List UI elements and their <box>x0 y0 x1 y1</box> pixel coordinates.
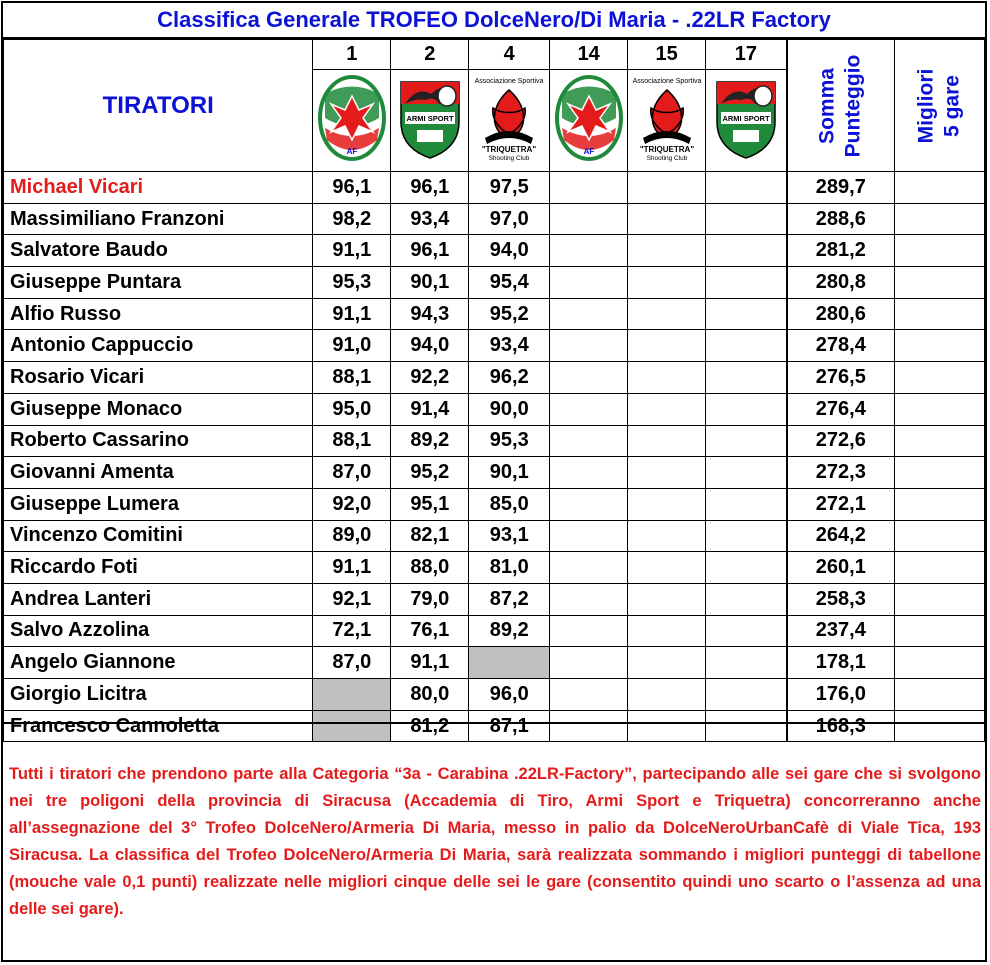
score-cell <box>706 647 787 679</box>
rules-note: Tutti i tiratori che prendono parte alla Categoria “3a - Carabina .22LR-Factory”, partecipando alle sei gare che si svolgono nei tre poligoni della provincia di Siracusa (Accademia di Tiro, Armi Sport e Triquetra) concorreranno anche all’assegnazione del 3° Trofeo DolceNero/Armeria Di Maria, messo in palio da DolceNeroUrbanCafè di Viale Tica, 193 Siracusa. La classifica del Trofeo DolceNero/Armeria Di Maria, sarà realizzata sommando i migliori punteggi di tabellone (mouche vale 0,1 punti) realizzate nelle migliori cinque delle sei le gare (consentito quindi uno scarto o l’assenza ad una delle sei gare). <box>3 722 985 960</box>
table-row <box>4 520 985 552</box>
score-cell <box>550 679 628 711</box>
score-cell <box>550 457 628 489</box>
score-cell: 89,2 <box>391 425 469 457</box>
migliori-cell <box>895 362 985 394</box>
somma-cell: 278,4 <box>787 330 895 362</box>
score-cell <box>550 552 628 584</box>
table-row <box>4 172 985 204</box>
score-cell: 88,1 <box>313 362 391 394</box>
migliori-cell <box>895 203 985 235</box>
migliori-label: Migliori 5 gare <box>914 68 964 143</box>
shooter-name: Salvo Azzolina <box>4 615 313 647</box>
migliori-cell <box>895 172 985 204</box>
standings-body <box>4 172 985 742</box>
logo-cell <box>706 70 787 172</box>
somma-cell: 288,6 <box>787 203 895 235</box>
score-cell <box>628 679 706 711</box>
triquetra-icon <box>629 74 705 162</box>
maltese-cross-shield-icon <box>317 74 387 162</box>
table-row <box>4 583 985 615</box>
svg-text:AF: AF <box>583 147 595 156</box>
score-cell: 72,1 <box>313 615 391 647</box>
somma-cell: 289,7 <box>787 172 895 204</box>
score-cell <box>550 172 628 204</box>
somma-cell: 264,2 <box>787 520 895 552</box>
maltese-cross-shield-icon <box>554 74 624 162</box>
standings-table <box>3 39 985 742</box>
score-cell <box>469 647 550 679</box>
score-cell: 96,0 <box>469 679 550 711</box>
score-cell: 91,1 <box>313 552 391 584</box>
gara-number: 1 <box>313 40 391 70</box>
score-cell <box>706 488 787 520</box>
score-cell <box>628 488 706 520</box>
score-cell: 98,2 <box>313 203 391 235</box>
score-cell <box>628 520 706 552</box>
tiratori-header: TIRATORI <box>4 40 313 172</box>
score-cell <box>550 298 628 330</box>
score-cell <box>550 520 628 552</box>
score-cell <box>628 203 706 235</box>
gara-number: 15 <box>628 40 706 70</box>
logo-cell <box>391 70 469 172</box>
svg-text:Associazione Sportiva: Associazione Sportiva <box>474 78 544 85</box>
score-cell: 94,0 <box>391 330 469 362</box>
svg-text:Associazione Sportiva: Associazione Sportiva <box>632 78 702 85</box>
score-cell <box>706 362 787 394</box>
score-cell: 92,1 <box>313 583 391 615</box>
svg-text:Shooting Club: Shooting Club <box>488 155 530 162</box>
score-cell <box>706 235 787 267</box>
somma-punteggio-header <box>787 40 895 172</box>
score-cell: 95,4 <box>469 267 550 299</box>
migliori-cell <box>895 583 985 615</box>
table-row <box>4 679 985 711</box>
shooter-name: Giuseppe Lumera <box>4 488 313 520</box>
migliori-cell <box>895 235 985 267</box>
score-cell <box>706 520 787 552</box>
score-cell: 94,0 <box>469 235 550 267</box>
score-cell <box>550 393 628 425</box>
score-cell: 92,0 <box>313 488 391 520</box>
score-cell <box>628 552 706 584</box>
gara-number: 2 <box>391 40 469 70</box>
logo-cell <box>550 70 628 172</box>
table-row <box>4 488 985 520</box>
score-cell <box>706 172 787 204</box>
score-cell: 90,0 <box>469 393 550 425</box>
eagle-shield-icon <box>711 74 781 162</box>
score-cell: 97,5 <box>469 172 550 204</box>
score-cell <box>628 393 706 425</box>
score-cell: 88,1 <box>313 425 391 457</box>
somma-cell: 260,1 <box>787 552 895 584</box>
score-cell: 91,1 <box>313 235 391 267</box>
score-cell <box>628 362 706 394</box>
score-cell <box>706 393 787 425</box>
score-cell: 90,1 <box>469 457 550 489</box>
shooter-name: Giuseppe Puntara <box>4 267 313 299</box>
score-cell <box>550 267 628 299</box>
shooter-name: Alfio Russo <box>4 298 313 330</box>
logo-cell <box>628 70 706 172</box>
score-cell: 93,1 <box>469 520 550 552</box>
score-cell <box>628 235 706 267</box>
score-cell: 87,1 <box>469 710 550 742</box>
score-cell <box>706 203 787 235</box>
score-cell <box>628 330 706 362</box>
score-cell <box>550 330 628 362</box>
gara-number: 4 <box>469 40 550 70</box>
shooter-name: Giorgio Licitra <box>4 679 313 711</box>
somma-cell: 281,2 <box>787 235 895 267</box>
score-cell: 95,3 <box>469 425 550 457</box>
score-cell <box>706 457 787 489</box>
shooter-name: Giovanni Amenta <box>4 457 313 489</box>
score-cell <box>706 583 787 615</box>
score-cell: 87,0 <box>313 647 391 679</box>
score-cell <box>628 615 706 647</box>
table-row <box>4 393 985 425</box>
score-cell: 80,0 <box>391 679 469 711</box>
shooter-name: Giuseppe Monaco <box>4 393 313 425</box>
somma-cell: 272,3 <box>787 457 895 489</box>
score-cell: 81,0 <box>469 552 550 584</box>
score-cell: 91,0 <box>313 330 391 362</box>
score-cell <box>550 203 628 235</box>
somma-cell: 176,0 <box>787 679 895 711</box>
score-cell: 81,2 <box>391 710 469 742</box>
shooter-name: Michael Vicari <box>4 172 313 204</box>
migliori-cell <box>895 298 985 330</box>
score-cell: 96,2 <box>469 362 550 394</box>
score-cell: 91,1 <box>313 298 391 330</box>
shooter-name: Andrea Lanteri <box>4 583 313 615</box>
svg-text:Shooting Club: Shooting Club <box>646 155 688 162</box>
table-row <box>4 235 985 267</box>
score-cell: 95,1 <box>391 488 469 520</box>
score-cell <box>628 172 706 204</box>
logo-cell <box>469 70 550 172</box>
shooter-name: Rosario Vicari <box>4 362 313 394</box>
score-cell <box>550 425 628 457</box>
score-cell: 87,0 <box>313 457 391 489</box>
shooter-name: Riccardo Foti <box>4 552 313 584</box>
table-row <box>4 425 985 457</box>
score-cell: 96,1 <box>313 172 391 204</box>
svg-text:ARMI SPORT: ARMI SPORT <box>406 114 454 123</box>
score-cell: 91,1 <box>391 647 469 679</box>
migliori-5-gare-header <box>895 40 985 172</box>
somma-cell: 237,4 <box>787 615 895 647</box>
somma-cell: 276,5 <box>787 362 895 394</box>
table-row <box>4 330 985 362</box>
svg-text:"TRIQUETRA": "TRIQUETRA" <box>482 145 537 154</box>
score-cell: 85,0 <box>469 488 550 520</box>
score-cell: 93,4 <box>469 330 550 362</box>
score-cell: 91,4 <box>391 393 469 425</box>
gara-number: 17 <box>706 40 787 70</box>
shooter-name: Angelo Giannone <box>4 647 313 679</box>
score-cell: 89,0 <box>313 520 391 552</box>
migliori-cell <box>895 520 985 552</box>
score-cell <box>550 488 628 520</box>
score-cell <box>550 362 628 394</box>
score-cell <box>706 267 787 299</box>
somma-cell: 280,6 <box>787 298 895 330</box>
migliori-cell <box>895 679 985 711</box>
migliori-cell <box>895 488 985 520</box>
table-row <box>4 552 985 584</box>
logo-cell <box>313 70 391 172</box>
somma-cell: 272,6 <box>787 425 895 457</box>
table-row <box>4 203 985 235</box>
score-cell <box>706 679 787 711</box>
somma-cell: 276,4 <box>787 393 895 425</box>
migliori-cell <box>895 615 985 647</box>
score-cell: 76,1 <box>391 615 469 647</box>
score-cell: 92,2 <box>391 362 469 394</box>
eagle-shield-icon <box>395 74 465 162</box>
table-row <box>4 362 985 394</box>
somma-cell: 280,8 <box>787 267 895 299</box>
score-cell: 96,1 <box>391 172 469 204</box>
score-cell <box>628 647 706 679</box>
shooter-name: Francesco Cannoletta <box>4 710 313 742</box>
score-cell <box>550 583 628 615</box>
gara-number: 14 <box>550 40 628 70</box>
table-row <box>4 298 985 330</box>
score-cell <box>706 615 787 647</box>
score-cell <box>706 298 787 330</box>
migliori-cell <box>895 552 985 584</box>
migliori-cell <box>895 647 985 679</box>
migliori-cell <box>895 393 985 425</box>
score-cell <box>550 647 628 679</box>
score-cell <box>706 330 787 362</box>
score-cell <box>628 425 706 457</box>
shooter-name: Antonio Cappuccio <box>4 330 313 362</box>
score-cell: 82,1 <box>391 520 469 552</box>
score-cell: 96,1 <box>391 235 469 267</box>
somma-cell: 258,3 <box>787 583 895 615</box>
score-cell: 95,2 <box>391 457 469 489</box>
score-cell: 95,3 <box>313 267 391 299</box>
shooter-name: Salvatore Baudo <box>4 235 313 267</box>
score-cell <box>550 615 628 647</box>
shooter-name: Vincenzo Comitini <box>4 520 313 552</box>
shooter-name: Roberto Cassarino <box>4 425 313 457</box>
somma-cell: 168,3 <box>787 710 895 742</box>
migliori-cell <box>895 267 985 299</box>
somma-cell: 178,1 <box>787 647 895 679</box>
score-cell <box>550 235 628 267</box>
table-row <box>4 267 985 299</box>
score-cell <box>628 583 706 615</box>
score-cell: 94,3 <box>391 298 469 330</box>
score-cell: 89,2 <box>469 615 550 647</box>
header-number-row <box>4 40 985 70</box>
table-row <box>4 615 985 647</box>
score-cell: 95,2 <box>469 298 550 330</box>
score-cell: 97,0 <box>469 203 550 235</box>
migliori-cell <box>895 330 985 362</box>
shooter-name: Massimiliano Franzoni <box>4 203 313 235</box>
somma-cell: 272,1 <box>787 488 895 520</box>
score-cell <box>706 552 787 584</box>
score-cell <box>628 267 706 299</box>
score-cell <box>706 425 787 457</box>
score-cell: 95,0 <box>313 393 391 425</box>
score-cell: 90,1 <box>391 267 469 299</box>
migliori-cell <box>895 425 985 457</box>
score-cell: 93,4 <box>391 203 469 235</box>
table-row <box>4 457 985 489</box>
triquetra-icon <box>471 74 547 162</box>
score-cell: 88,0 <box>391 552 469 584</box>
score-cell: 79,0 <box>391 583 469 615</box>
score-cell <box>628 298 706 330</box>
score-cell <box>628 457 706 489</box>
score-cell <box>313 679 391 711</box>
svg-text:ARMI SPORT: ARMI SPORT <box>722 114 770 123</box>
score-cell: 87,2 <box>469 583 550 615</box>
table-row <box>4 647 985 679</box>
standings-sheet <box>1 1 987 962</box>
page-title: Classifica Generale TROFEO DolceNero/Di Maria - .22LR Factory <box>3 3 985 39</box>
somma-punteggio-label: Somma Punteggio <box>815 54 865 157</box>
migliori-cell <box>895 457 985 489</box>
svg-text:"TRIQUETRA": "TRIQUETRA" <box>639 145 694 154</box>
svg-text:AF: AF <box>346 147 358 156</box>
